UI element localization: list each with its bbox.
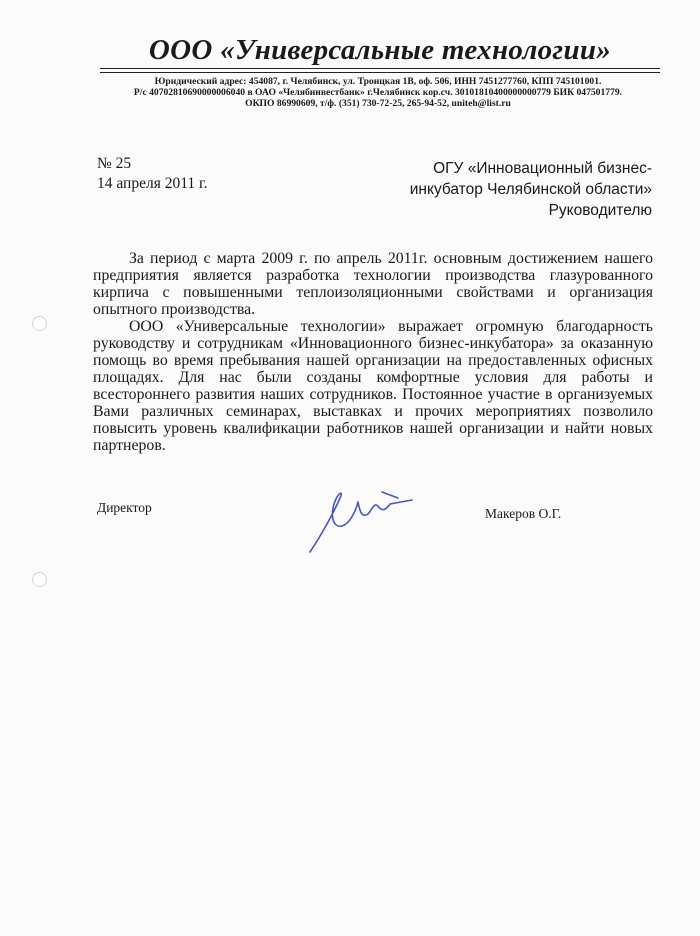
body-paragraph-1: За период с марта 2009 г. по апрель 2011г. основным достижением нашего предприятия является разработка технологии производства глазурованного кирпича с повышенными теплоизоляционными свойствами и организация опытного производства. — [93, 250, 653, 318]
addressee-line-3: Руководителю — [548, 202, 652, 219]
punch-hole — [32, 316, 47, 331]
company-requisites — [100, 76, 656, 109]
document-number: № 25 — [97, 155, 132, 172]
body-paragraph-2: ООО «Универсальные технологии» выражает огромную благодарность руководству и сотрудникам «Инновационного бизнес-инкубатора» за оказанную помощь во время пребывания нашей организации на предоставленных офисных площадях. Для нас были созданы комфортные условия для работы и всестороннего развития наших сотрудников. Постоянное участие в организуемых Вами различных семинарах, выставках и прочих мероприятиях позволило повысить уровень квалификации работников нашей организации и найти новых партнеров. — [93, 318, 653, 454]
letterhead-rule — [100, 68, 660, 69]
addressee-block — [410, 158, 652, 221]
requisites-contact-line: ОКПО 86990609, т/ф. (351) 730-72-25, 265-94-52, uniteh@list.ru — [245, 98, 511, 109]
signer-position: Директор — [97, 500, 152, 515]
handwritten-signature — [300, 482, 420, 562]
addressee-line-1: ОГУ «Инновационный бизнес- — [433, 160, 652, 177]
signer-name: Макеров О.Г. — [485, 506, 562, 521]
addressee-line-2: инкубатор Челябинской области» — [409, 181, 652, 198]
requisites-address-line: Юридический адрес: 454087, г. Челябинск, ул. Троицкая 1В, оф. 506, ИНН 7451277760, КПП 745101001. — [154, 76, 602, 87]
requisites-bank-line: Р/с 40702810690000006040 в ОАО «Челябинвестбанк» г.Челябинск кор.сч. 30101810400000000779 БИК 047501779. — [133, 87, 623, 98]
document-date: 14 апреля 2011 г. — [97, 175, 208, 192]
letter-body — [93, 250, 653, 454]
punch-hole — [32, 572, 47, 587]
company-name: ООО «Универсальные технологии» — [148, 34, 612, 66]
letterhead-rule-thin — [100, 72, 660, 73]
